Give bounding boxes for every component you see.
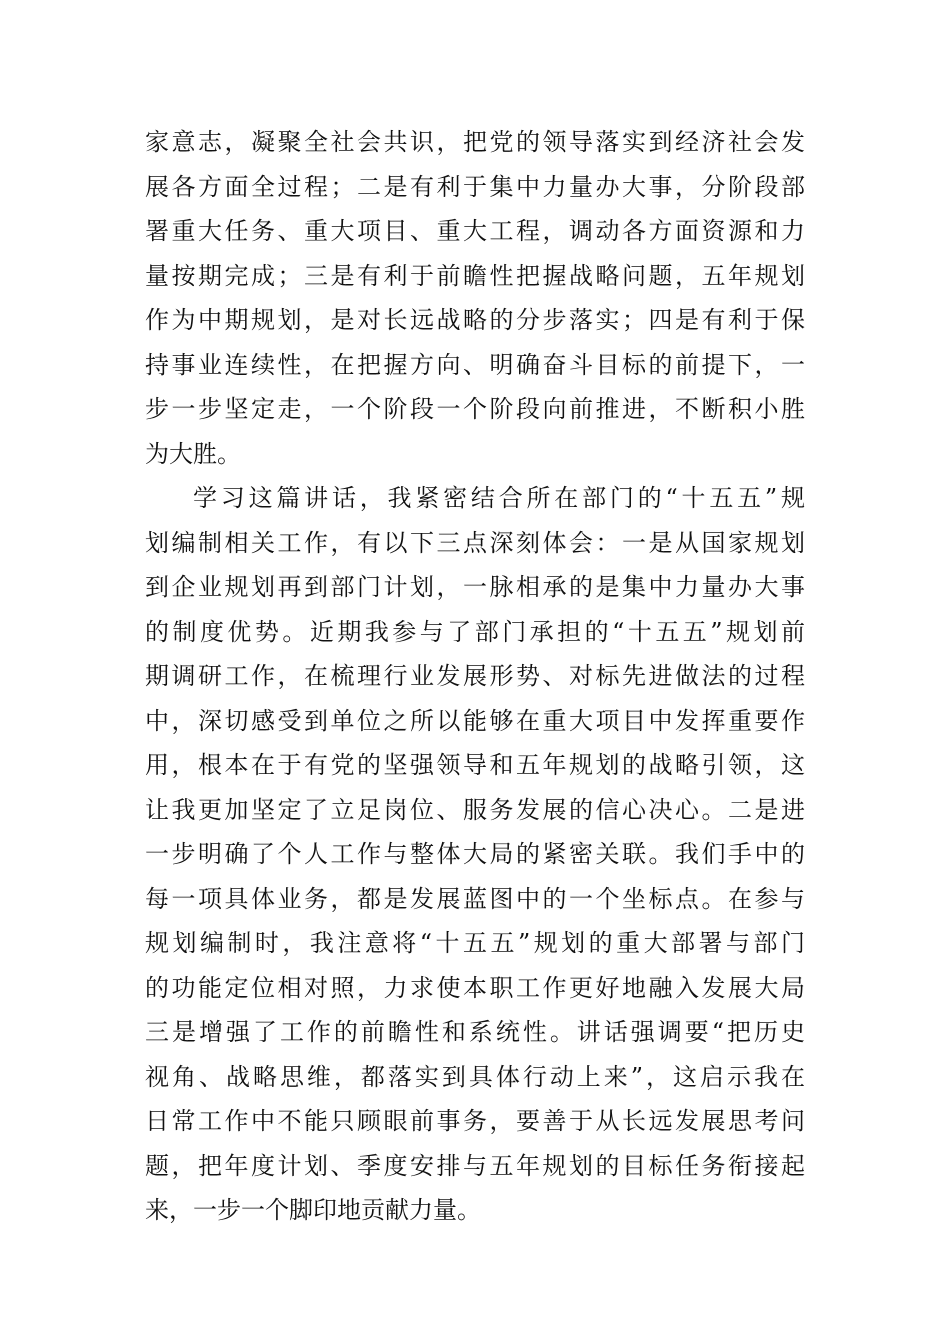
text-line: 学习这篇讲话，我紧密结合所在部门的“十五五”规 — [193, 484, 805, 512]
paragraph-2 — [145, 476, 805, 1233]
document-body — [145, 120, 805, 1233]
text-line: 期调研工作，在梳理行业发展形势、对标先进做法的过程 — [145, 662, 805, 690]
text-line: 的制度优势。近期我参与了部门承担的“十五五”规划前 — [145, 617, 805, 646]
text-line: 日常工作中不能只顾眼前事务，要善于从长远发展思考问 — [145, 1107, 805, 1135]
text-line: 的功能定位相对照，力求使本职工作更好地融入发展大局 — [145, 973, 805, 1002]
text-line: 步一步坚定走，一个阶段一个阶段向前推进，不断积小胜 — [145, 395, 805, 423]
text-line: 题，把年度计划、季度安排与五年规划的目标任务衔接起 — [145, 1151, 805, 1180]
text-line: 为大胜。 — [145, 439, 241, 468]
text-line: 用，根本在于有党的坚强领导和五年规划的战略引领，这 — [145, 751, 805, 779]
text-line: 到企业规划再到部门计划，一脉相承的是集中力量办大事 — [145, 573, 805, 601]
text-line: 划编制相关工作，有以下三点深刻体会：一是从国家规划 — [145, 528, 805, 557]
text-line: 持事业连续性，在把握方向、明确奋斗目标的前提下，一 — [145, 350, 805, 379]
text-line: 署重大任务、重大项目、重大工程，调动各方面资源和力 — [145, 217, 805, 245]
text-line: 规划编制时，我注意将“十五五”规划的重大部署与部门 — [145, 929, 805, 957]
paragraph-1 — [145, 120, 805, 476]
text-line: 来，一步一个脚印地贡献力量。 — [145, 1196, 481, 1224]
text-line: 视角、战略思维，都落实到具体行动上来”，这启示我在 — [145, 1062, 805, 1091]
text-line: 三是增强了工作的前瞻性和系统性。讲话强调要“把历史 — [145, 1018, 805, 1046]
text-line: 量按期完成；三是有利于前瞻性把握战略问题，五年规划 — [145, 261, 805, 290]
text-line: 作为中期规划，是对长远战略的分步落实；四是有利于保 — [145, 306, 805, 334]
text-line: 展各方面全过程；二是有利于集中力量办大事，分阶段部 — [145, 172, 805, 201]
text-line: 每一项具体业务，都是发展蓝图中的一个坐标点。在参与 — [145, 884, 805, 913]
text-line: 中，深切感受到单位之所以能够在重大项目中发挥重要作 — [145, 706, 805, 735]
text-line: 让我更加坚定了立足岗位、服务发展的信心决心。二是进 — [145, 795, 805, 824]
text-line: 家意志，凝聚全社会共识，把党的领导落实到经济社会发 — [145, 128, 805, 156]
text-line: 一步明确了个人工作与整体大局的紧密关联。我们手中的 — [145, 840, 805, 868]
